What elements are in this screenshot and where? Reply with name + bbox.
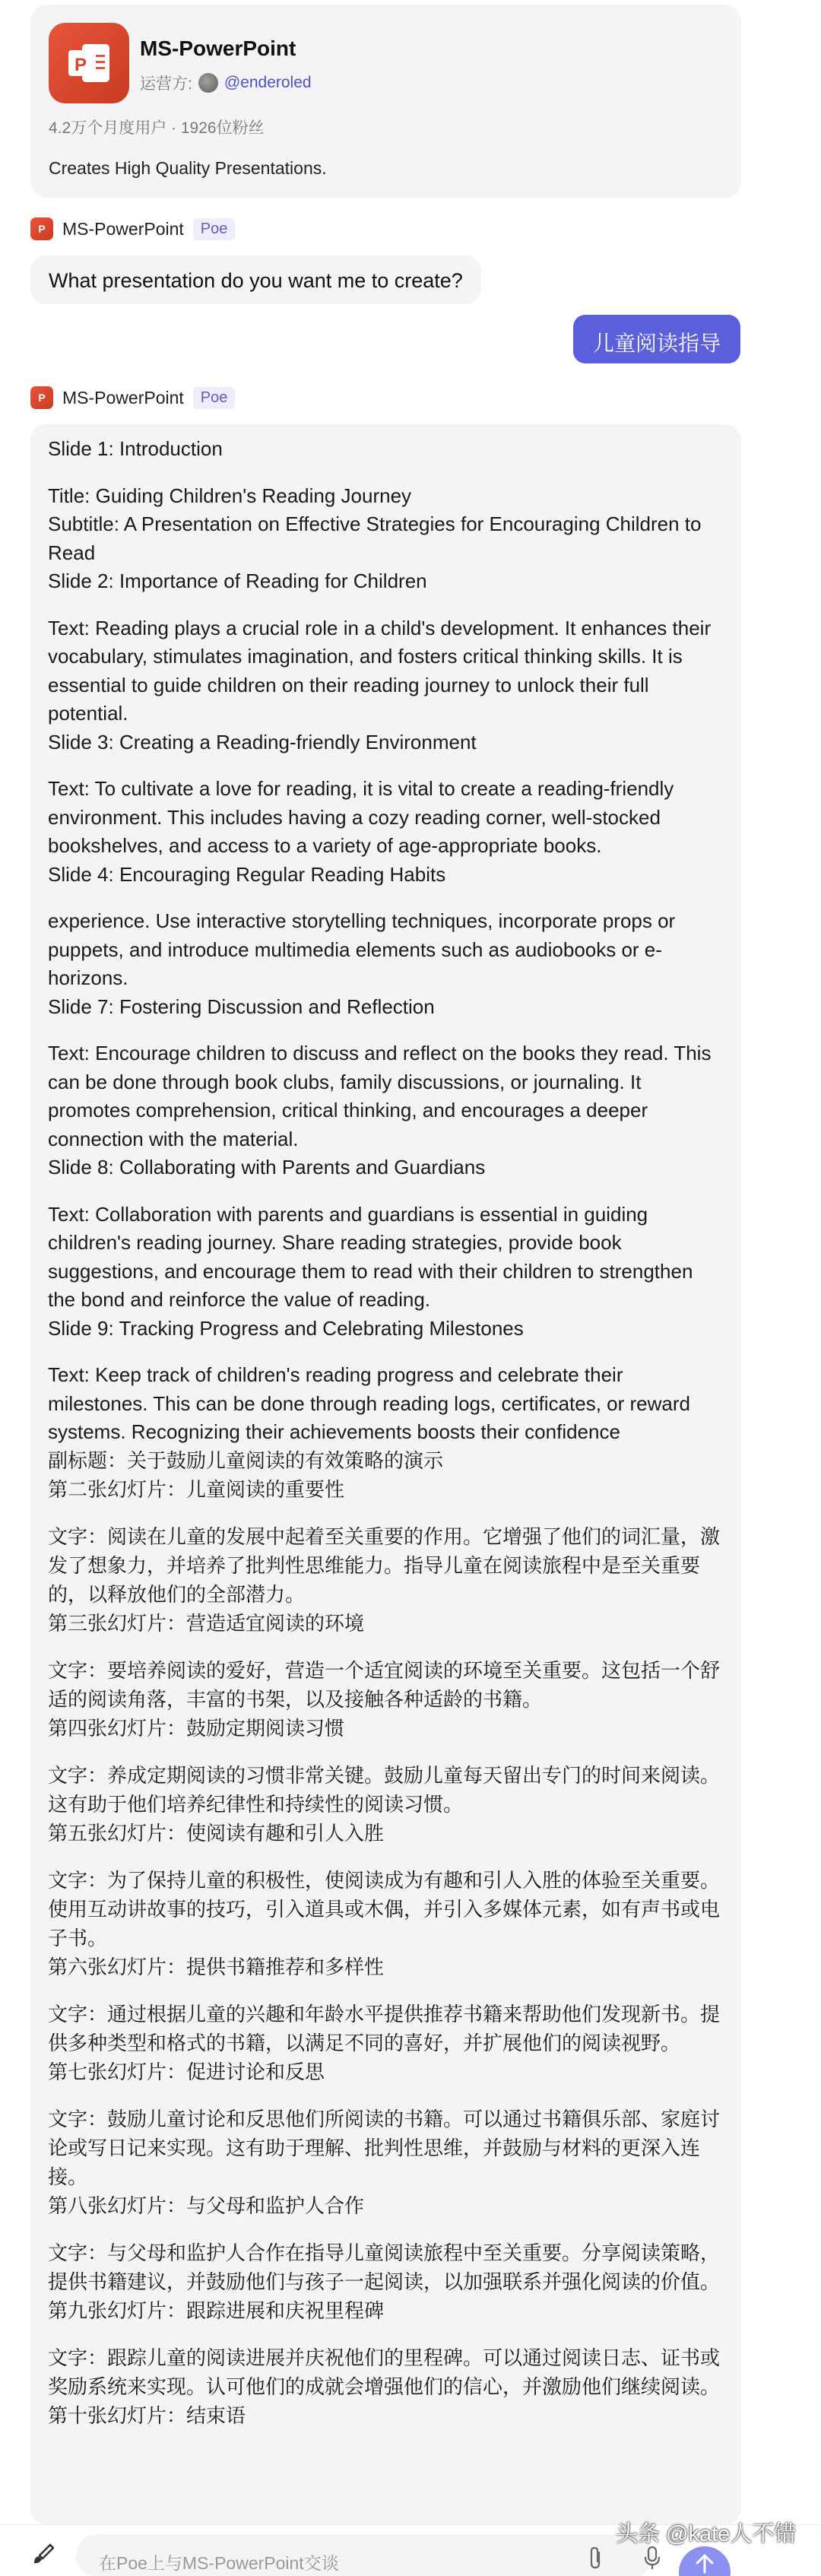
poe-badge: Poe — [193, 218, 236, 240]
operator-label: 运营方: — [140, 75, 192, 93]
message-sender — [30, 217, 235, 240]
answer-paragraph: 文字：与父母和监护人合作在指导儿童阅读旅程中至关重要。分享阅读策略，提供书籍建议，并鼓励他们与孩子一起阅读，以加强联系并强化阅读的价值。 第九张幻灯片：跟踪进展和庆祝里程碑 — [48, 2241, 721, 2322]
answer-paragraph: 文字：阅读在儿童的发展中起着至关重要的作用。它增强了他们的词汇量，激发了想象力，并培养了批判性思维能力。指导儿童在阅读旅程中是至关重要的，以释放他们的全部潜力。 第三张幻灯片：营造适宜阅读的环境 — [48, 1525, 721, 1635]
bot-description: Creates High Quality Presentations. — [49, 158, 327, 178]
bot-answer-message — [30, 424, 741, 2524]
watermark-text: 头条 @kate人不错 — [616, 2522, 797, 2546]
sender-name: MS-PowerPoint — [62, 218, 184, 239]
powerpoint-icon — [49, 23, 129, 103]
answer-paragraph: 文字：为了保持儿童的积极性，使阅读成为有趣和引人入胜的体验至关重要。使用互动讲故事的技巧，引入道具或木偶，并引入多媒体元素，如有声书或电子书。 第六张幻灯片：提供书籍推荐和多样性 — [48, 1869, 721, 1978]
answer-paragraph: Text: Collaboration with parents and guardians is essential in guiding children's reading journey. Share reading strategies, provide book suggestions, and encourage them to read with their children to strengthen the bond and reinforce the value of reading. Slide 9: Tracking Progress and Celebrating Milestones — [48, 1202, 693, 1340]
svg-text:P: P — [74, 55, 87, 75]
powerpoint-icon — [30, 386, 53, 409]
bot-name: MS-PowerPoint — [140, 36, 296, 60]
answer-paragraph: experience. Use interactive storytelling techniques, incorporate props or puppets, and introduce multimedia elements such as audiobooks or e-horizons. Slide 7: Fostering Discussion and Reflection — [48, 909, 676, 1018]
answer-paragraph: Title: Guiding Children's Reading Journey Subtitle: A Presentation on Effective Strategies for Encouraging Children to Read Slide 2: Importance of Reading for Children — [48, 484, 702, 592]
answer-paragraph: Text: To cultivate a love for reading, it is vital to create a reading-friendly environment. This includes having a cozy reading corner, well-stocked bookshelves, and access to a variety of age-appropriate books. Slide 4: Encouraging Regular Reading Habits — [48, 777, 674, 886]
send-icon[interactable] — [679, 2546, 731, 2576]
sender-name: MS-PowerPoint — [62, 387, 184, 408]
answer-paragraph: Text: Encourage children to discuss and reflect on the books they read. This can be done through book clubs, family discussions, or journaling. It promotes comprehension, critical thinking, and encourages a deeper connection with the material. Slide 8: Collaborating with Parents and Guardians — [48, 1042, 712, 1179]
answer-chinese — [48, 1446, 724, 2430]
bot-message: What presentation do you want me to create? — [30, 255, 481, 304]
operator-avatar[interactable] — [198, 73, 218, 93]
message-input[interactable]: 在Poe上与MS-PowerPoint交谈 — [76, 2534, 654, 2576]
bot-info-card — [30, 5, 741, 198]
user-message: 儿童阅读指导 — [573, 315, 740, 363]
svg-text:P: P — [38, 223, 46, 235]
powerpoint-icon — [30, 217, 53, 240]
bot-stats: 4.2万个月度用户 · 1926位粉丝 — [49, 119, 265, 137]
answer-paragraph: 文字：要培养阅读的爱好，营造一个适宜阅读的环境至关重要。这包括一个舒适的阅读角落，丰富的书架，以及接触各种适龄的书籍。 第四张幻灯片：鼓励定期阅读习惯 — [48, 1659, 721, 1740]
answer-paragraph: 副标题：关于鼓励儿童阅读的有效策略的演示 第二张幻灯片：儿童阅读的重要性 — [48, 1449, 444, 1501]
answer-paragraph: Slide 1: Introduction — [48, 437, 223, 460]
answer-paragraph: 文字：跟踪儿童的阅读进展并庆祝他们的里程碑。可以通过阅读日志、证书或奖励系统来实现。认可他们的成就会增强他们的信心，并激励他们继续阅读。 第十张幻灯片：结束语 — [48, 2346, 721, 2427]
bot-operator — [140, 71, 312, 94]
answer-paragraph: Text: Reading plays a crucial role in a child's development. It enhances their vocabulary, stimulates imagination, and fosters critical thinking skills. It is essential to guide children on their reading journey to unlock their full potential. Slide 3: Creating a Reading-friendly Environment — [48, 616, 712, 753]
message-sender — [30, 386, 235, 409]
answer-english — [48, 435, 724, 1446]
microphone-icon[interactable] — [642, 2545, 662, 2574]
svg-text:P: P — [38, 392, 46, 404]
paperclip-icon[interactable] — [585, 2545, 605, 2574]
operator-handle-link[interactable]: @enderoled — [223, 74, 312, 91]
poe-badge: Poe — [193, 387, 236, 409]
answer-paragraph: 文字：鼓励儿童讨论和反思他们所阅读的书籍。可以通过书籍俱乐部、家庭讨论或写日记来实现。这有助于理解、批判性思维，并鼓励与材料的更深入连接。 第八张幻灯片：与父母和监护人合作 — [48, 2108, 721, 2217]
brush-icon[interactable] — [30, 2542, 56, 2571]
answer-paragraph: 文字：养成定期阅读的习惯非常关键。鼓励儿童每天留出专门的时间来阅读。这有助于他们培养纪律性和持续性的阅读习惯。 第五张幻灯片：使阅读有趣和引人入胜 — [48, 1764, 721, 1845]
answer-paragraph: Text: Keep track of children's reading progress and celebrate their milestones. This can be done through reading logs, certificates, or reward systems. Recognizing their achievements boosts their confidence — [48, 1363, 690, 1443]
answer-paragraph: 文字：通过根据儿童的兴趣和年龄水平提供推荐书籍来帮助他们发现新书。提供多种类型和格式的书籍，以满足不同的喜好，并扩展他们的阅读视野。 第七张幻灯片：促进讨论和反思 — [48, 2003, 721, 2083]
